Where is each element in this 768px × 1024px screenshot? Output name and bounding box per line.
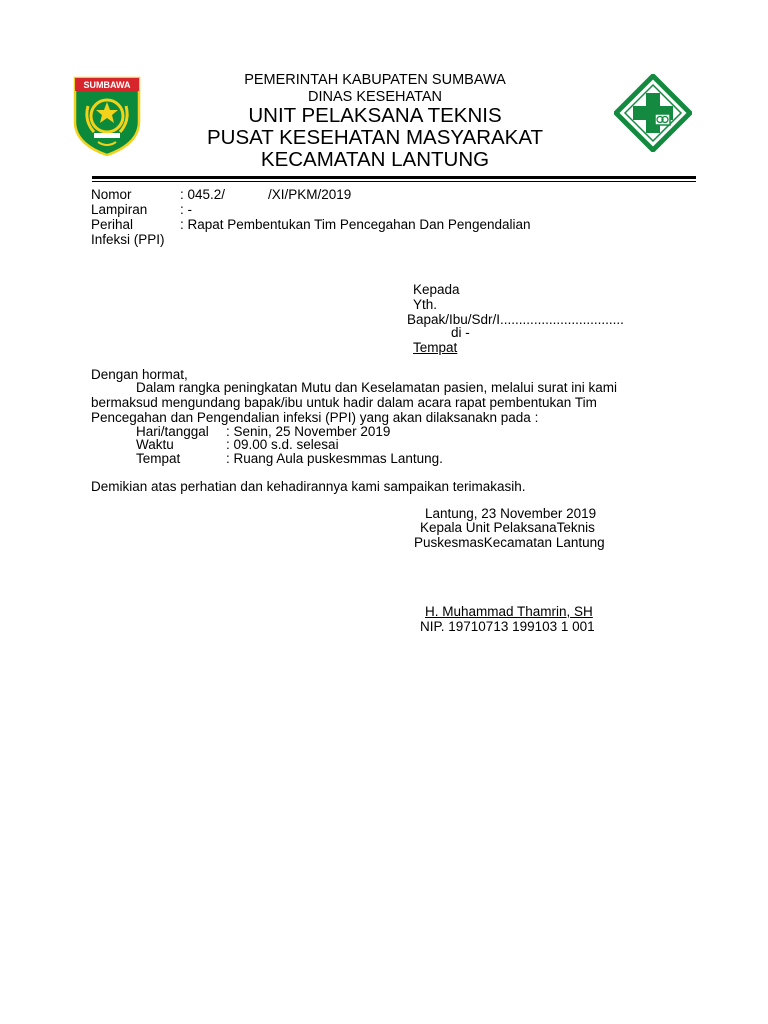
paragraph-line-2: bermaksud mengundang bapak/ibu untuk hadir dalam acara rapat pembentukan Tim (91, 395, 597, 410)
recipient-yth: Yth. (413, 297, 438, 312)
header-department: DINAS KESEHATAN (307, 89, 443, 105)
header-district: KECAMATAN LANTUNG (260, 148, 490, 171)
paragraph-line-1: Dalam rangka peningkatan Mutu dan Keselamatan pasien, melalui surat ini kami (136, 380, 618, 395)
logo-sumbawa-text: SUMBAWA (83, 80, 131, 90)
header-unit: UNIT PELAKSANA TEKNIS (248, 104, 502, 127)
recipient-name: Bapak/Ibu/Sdr/I................................. (407, 312, 624, 327)
header-rule-thin (92, 181, 696, 182)
tempat-value: : Ruang Aula puskesmmas Lantung. (226, 451, 443, 466)
signatory-nip: NIP. 19710713 199103 1 001 (420, 619, 595, 634)
hari-label: Hari/tanggal (136, 424, 209, 439)
perihal-continuation: Infeksi (PPI) (91, 232, 165, 247)
waktu-label: Waktu (136, 437, 174, 452)
puskesmas-logo (614, 74, 692, 152)
signature-title-1: Kepala Unit PelaksanaTeknis (420, 520, 595, 535)
header-rule-thick (92, 176, 696, 179)
waktu-value: : 09.00 s.d. selesai (226, 437, 339, 452)
health-cross-icon (614, 74, 692, 152)
nomor-value-suffix: /XI/PKM/2019 (268, 187, 352, 202)
perihal-label: Perihal (91, 217, 134, 232)
sumbawa-regency-logo (72, 76, 142, 156)
signature-place-date: Lantung, 23 November 2019 (425, 506, 597, 521)
nomor-value: : 045.2/ (180, 187, 226, 202)
tempat-label: Tempat (136, 451, 181, 466)
header-government: PEMERINTAH KABUPATEN SUMBAWA (244, 72, 506, 88)
lampiran-label: Lampiran (91, 202, 148, 217)
sumbawa-shield-icon (72, 76, 142, 156)
nomor-label: Nomor (91, 187, 132, 202)
recipient-kepada: Kepada (413, 282, 460, 297)
hari-value: : Senin, 25 November 2019 (226, 424, 391, 439)
signatory-name: H. Muhammad Thamrin, SH (425, 604, 593, 619)
paragraph-line-3: Pencegahan dan Pengendalian infeksi (PPI) yang akan dilaksanakn pada : (91, 410, 539, 425)
recipient-tempat: Tempat (413, 340, 458, 355)
perihal-value: : Rapat Pembentukan Tim Pencegahan Dan Pengendalian (180, 217, 531, 232)
closing-sentence: Demikian atas perhatian dan kehadirannya kami sampaikan terimakasih. (91, 479, 526, 494)
salutation: Dengan hormat, (91, 367, 188, 382)
header-puskesmas: PUSAT KESEHATAN MASYARAKAT (206, 126, 544, 149)
lampiran-value: : - (180, 202, 192, 217)
signature-title-2: PuskesmasKecamatan Lantung (414, 535, 605, 550)
recipient-di: di - (451, 325, 470, 340)
